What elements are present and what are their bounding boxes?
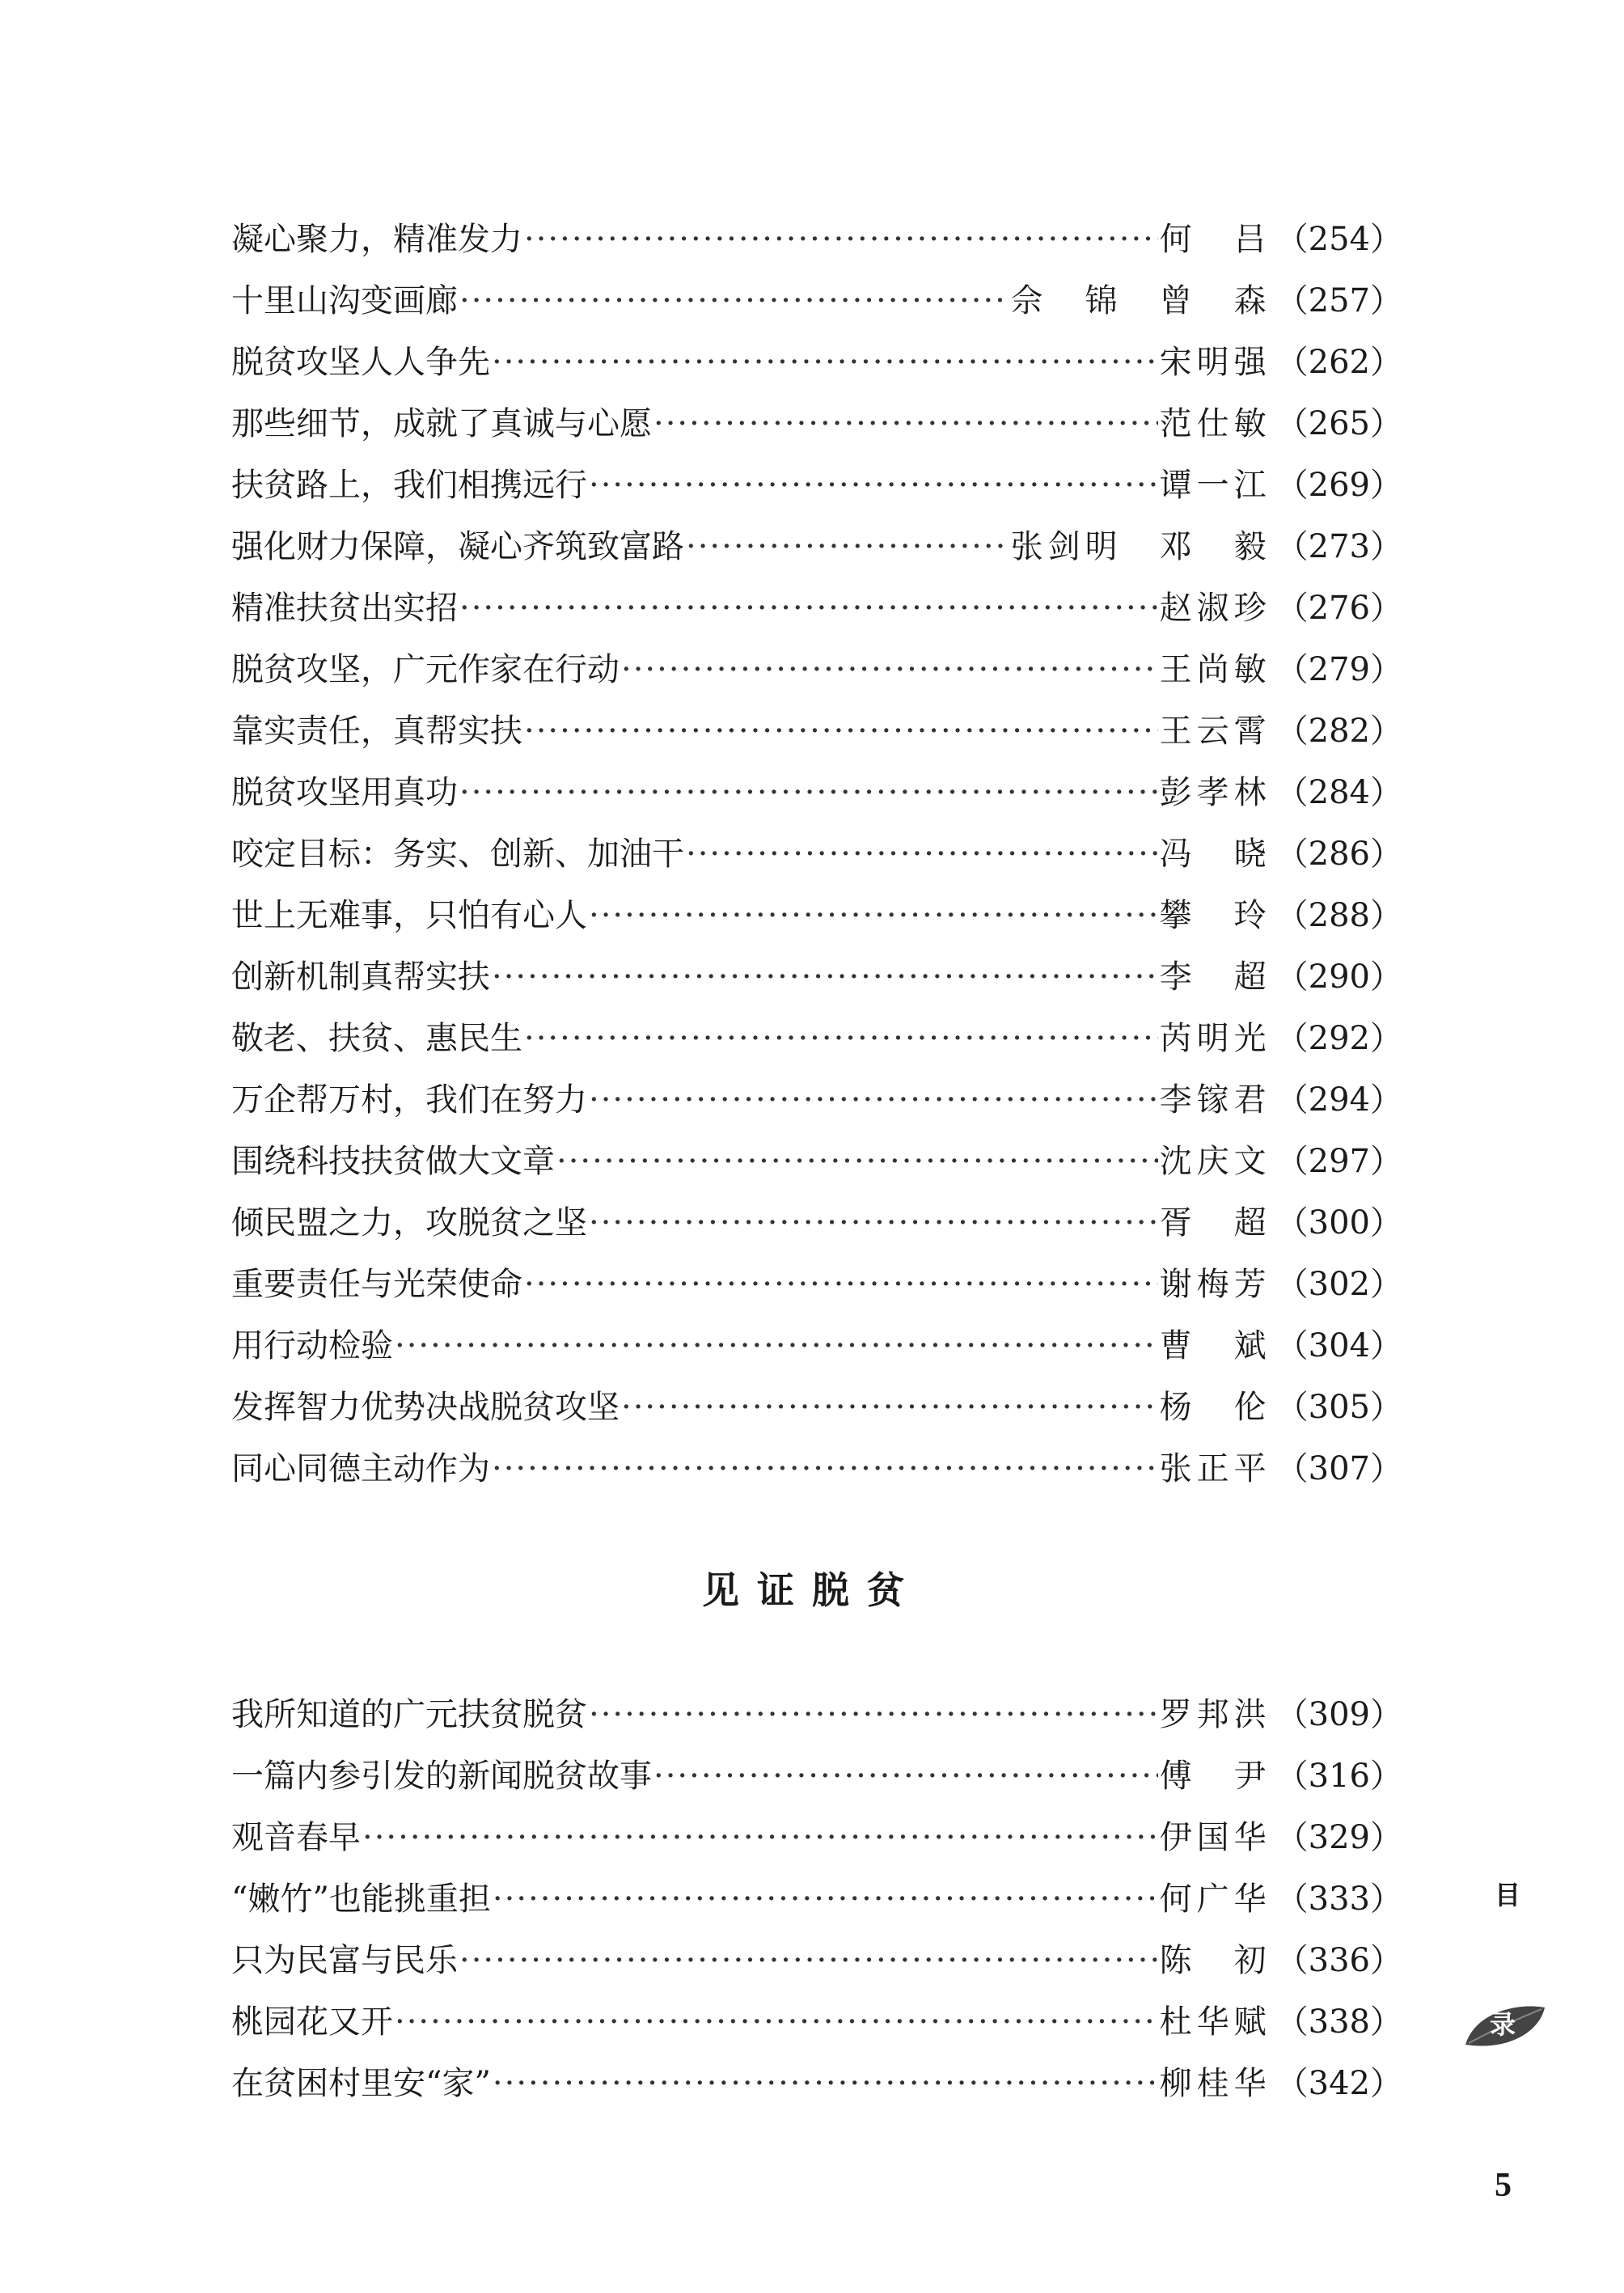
- toc-entry-author: 杨 伦: [1159, 1389, 1271, 1426]
- toc-entry-title: 精准扶贫出实招: [231, 590, 458, 627]
- toc-entry-author: 芮明光: [1159, 1020, 1271, 1057]
- toc-entry-title: 同心同德主动作为: [231, 1450, 490, 1487]
- toc-entry: [231, 393, 1402, 455]
- toc-entry-title: 用行动检验: [231, 1327, 393, 1364]
- dot-leader: [524, 1254, 1158, 1315]
- dot-leader: [362, 1807, 1158, 1868]
- toc-entry-page: （316）: [1275, 1758, 1402, 1795]
- dot-leader: [493, 2053, 1158, 2114]
- toc-entry-page: （302）: [1275, 1266, 1402, 1303]
- toc-entry-page: （279）: [1275, 651, 1402, 688]
- toc-entry-author: 罗邦洪: [1159, 1696, 1271, 1733]
- toc-entry-author: 王云霄: [1159, 713, 1271, 750]
- dot-leader: [589, 1069, 1158, 1131]
- dot-leader: [492, 332, 1158, 393]
- dot-leader: [524, 209, 1158, 270]
- toc-entry-author: 陈 初: [1159, 1942, 1271, 1979]
- dot-leader: [589, 885, 1158, 946]
- dot-leader: [589, 1192, 1158, 1254]
- toc-entry: [231, 1868, 1402, 1930]
- toc-entry-page: （305）: [1275, 1389, 1402, 1426]
- toc-entry-page: （304）: [1275, 1327, 1402, 1364]
- dot-leader: [459, 577, 1158, 639]
- toc-entry: [231, 1745, 1402, 1807]
- toc-entry-page: （284）: [1275, 774, 1402, 811]
- toc-entry-title: 敬老、扶贫、惠民生: [231, 1020, 522, 1057]
- toc-entry-page: （273）: [1275, 528, 1402, 565]
- toc-entry: [231, 1008, 1402, 1069]
- toc-entry-page: （286）: [1275, 836, 1402, 873]
- toc-entry-page: （265）: [1275, 405, 1402, 442]
- toc-entry-title: 桃园花又开: [231, 2003, 393, 2041]
- toc-entry-page: （282）: [1275, 713, 1402, 750]
- toc-entry-title: 靠实责任，真帮实扶: [231, 713, 522, 750]
- toc-entry-page: （307）: [1275, 1450, 1402, 1487]
- toc-entry-title: 那些细节，成就了真诚与心愿: [231, 405, 652, 442]
- toc-entry-title: 重要责任与光荣使命: [231, 1266, 522, 1303]
- toc-entry-page: （276）: [1275, 590, 1402, 627]
- dot-leader: [459, 762, 1158, 823]
- toc-entry-title: 脱贫攻坚，广元作家在行动: [231, 651, 620, 688]
- toc-entry-page: （336）: [1275, 1942, 1402, 1979]
- toc-entry-author: 沈庆文: [1159, 1143, 1271, 1180]
- toc-entry-title: 围绕科技扶贫做大文章: [231, 1143, 555, 1180]
- toc-entry-title: 十里山沟变画廊: [231, 282, 458, 319]
- side-label-mu: 目: [1495, 1880, 1521, 1910]
- toc-entry-title: 万企帮万村，我们在努力: [231, 1081, 587, 1119]
- toc-entry: [231, 209, 1402, 270]
- toc-entry-author: 王尚敏: [1159, 651, 1271, 688]
- toc-entry: [231, 1377, 1402, 1438]
- toc-entry-page: （342）: [1275, 2065, 1402, 2102]
- toc-entry-page: （338）: [1275, 2003, 1402, 2041]
- dot-leader: [686, 823, 1158, 885]
- toc-entry-title: 咬定目标：务实、创新、加油干: [231, 836, 684, 873]
- page-number: 5: [1495, 2167, 1512, 2204]
- dot-leader: [653, 1745, 1158, 1807]
- dot-leader: [686, 516, 1009, 577]
- toc-entry-page: （288）: [1275, 897, 1402, 934]
- toc-entry-author: 傅 尹: [1159, 1758, 1271, 1795]
- toc-entry-title: 我所知道的广元扶贫脱贫: [231, 1696, 587, 1733]
- dot-leader: [589, 1684, 1158, 1745]
- toc-entry-page: （297）: [1275, 1143, 1402, 1180]
- toc-entry-author: 杜华赋: [1159, 2003, 1271, 2041]
- toc-entry-title: 强化财力保障，凝心齐筑致富路: [231, 528, 684, 565]
- toc-entry: [231, 885, 1402, 946]
- toc-entry-author: 范仕敏: [1159, 405, 1271, 442]
- toc-entry-title: 创新机制真帮实扶: [231, 958, 490, 996]
- toc-entry-title: 观音春早: [231, 1819, 361, 1856]
- toc-entry: [231, 455, 1402, 516]
- toc-entry-author: 攀 玲: [1159, 897, 1271, 934]
- toc-entry-author: 何广华: [1159, 1881, 1271, 1918]
- toc-entry-page: （292）: [1275, 1020, 1402, 1057]
- toc-entry: [231, 823, 1402, 885]
- dot-leader: [395, 1991, 1158, 2053]
- toc-entry-author: 张正平: [1159, 1450, 1271, 1487]
- toc-entry-author: 柳桂华: [1159, 2065, 1271, 2102]
- dot-leader: [395, 1315, 1158, 1377]
- toc-entry-title: 凝心聚力，精准发力: [231, 221, 522, 258]
- toc-entry: [231, 1930, 1402, 1991]
- side-label-lu: 录: [1490, 2009, 1516, 2040]
- toc-entry-title: 脱贫攻坚用真功: [231, 774, 458, 811]
- toc-entry-page: （262）: [1275, 344, 1402, 381]
- toc-entry: [231, 1438, 1402, 1500]
- toc-entry-page: （329）: [1275, 1819, 1402, 1856]
- dot-leader: [459, 270, 1009, 332]
- toc-entry-title: 脱贫攻坚人人争先: [231, 344, 490, 381]
- toc-section-1: [231, 209, 1402, 1500]
- dot-leader: [492, 1438, 1158, 1500]
- toc-entry: [231, 332, 1402, 393]
- dot-leader: [589, 455, 1158, 516]
- toc-entry: [231, 2053, 1402, 2114]
- toc-section-2: [231, 1684, 1402, 2114]
- toc-entry-title: “嫩竹”也能挑重担: [231, 1881, 491, 1918]
- toc-entry: [231, 270, 1402, 332]
- dot-leader: [493, 1868, 1158, 1930]
- toc-entry: [231, 1131, 1402, 1192]
- section-heading: 见证脱贫: [702, 1568, 922, 1612]
- toc-entry-author: 李镓君: [1159, 1081, 1271, 1119]
- toc-entry: [231, 516, 1402, 577]
- toc-entry-author: 伊国华: [1159, 1819, 1271, 1856]
- toc-entry-title: 发挥智力优势决战脱贫攻坚: [231, 1389, 620, 1426]
- toc-entry: [231, 1069, 1402, 1131]
- toc-entry: [231, 1807, 1402, 1868]
- toc-entry: [231, 1192, 1402, 1254]
- toc-entry-title: 一篇内参引发的新闻脱贫故事: [231, 1758, 652, 1795]
- toc-entry-author: 谢梅芳: [1159, 1266, 1271, 1303]
- toc-entry: [231, 1315, 1402, 1377]
- toc-entry-page: （309）: [1275, 1696, 1402, 1733]
- dot-leader: [621, 1377, 1158, 1438]
- toc-entry: [231, 946, 1402, 1008]
- toc-entry-title: 在贫困村里安“家”: [231, 2065, 491, 2102]
- toc-entry: [231, 1991, 1402, 2053]
- toc-entry-page: （290）: [1275, 958, 1402, 996]
- toc-entry-author: 胥 超: [1159, 1204, 1271, 1242]
- toc-entry: [231, 1254, 1402, 1315]
- dot-leader: [621, 639, 1158, 700]
- toc-entry-title: 世上无难事，只怕有心人: [231, 897, 587, 934]
- toc-entry-author: 张剑明 邓 毅: [1010, 528, 1271, 565]
- toc-entry-author: 谭一江: [1159, 467, 1271, 504]
- toc-entry-author: 赵淑珍: [1159, 590, 1271, 627]
- toc-entry-author: 佘 锦 曾 森: [1010, 282, 1271, 319]
- dot-leader: [524, 1008, 1158, 1069]
- toc-entry-author: 曹 斌: [1159, 1327, 1271, 1364]
- dot-leader: [459, 1930, 1158, 1991]
- toc-entry-title: 只为民富与民乐: [231, 1942, 458, 1979]
- toc-entry-author: 彭孝林: [1159, 774, 1271, 811]
- dot-leader: [556, 1131, 1158, 1192]
- toc-entry: [231, 1684, 1402, 1745]
- dot-leader: [524, 700, 1158, 762]
- dot-leader: [492, 946, 1158, 1008]
- toc-entry-author: 李 超: [1159, 958, 1271, 996]
- toc-entry-page: （294）: [1275, 1081, 1402, 1119]
- toc-entry-title: 倾民盟之力，攻脱贫之坚: [231, 1204, 587, 1242]
- toc-entry-page: （269）: [1275, 467, 1402, 504]
- toc-entry-author: 宋明强: [1159, 344, 1271, 381]
- toc-entry-page: （257）: [1275, 282, 1402, 319]
- toc-entry: [231, 700, 1402, 762]
- toc-entry-title: 扶贫路上，我们相携远行: [231, 467, 587, 504]
- toc-entry: [231, 762, 1402, 823]
- toc-entry: [231, 639, 1402, 700]
- toc-entry: [231, 577, 1402, 639]
- dot-leader: [653, 393, 1158, 455]
- toc-entry-page: （333）: [1275, 1881, 1402, 1918]
- toc-entry-author: 何 吕: [1159, 221, 1271, 258]
- toc-entry-author: 冯 晓: [1159, 836, 1271, 873]
- toc-entry-page: （254）: [1275, 221, 1402, 258]
- toc-entry-page: （300）: [1275, 1204, 1402, 1242]
